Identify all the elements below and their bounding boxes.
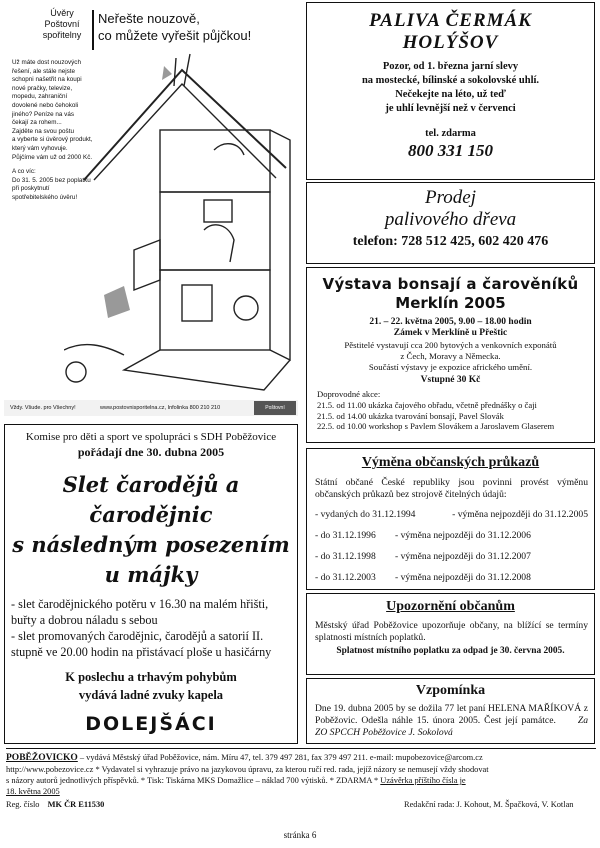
paliva-ad: PALIVA ČERMÁK HOLÝŠOV Pozor, od 1. března jarní slevy na mostecké, bílinské a sokolovské uhlí. Nečekejte na léto, už teď je uhlí levnější než v červenci tel. zdarma 800 331 150 [306, 2, 595, 180]
ad-uvery [4, 2, 298, 425]
bonsaje-ad: Výstava bonsají a čarověníků Merklín 2005 21. – 22. května 2005, 9.00 – 18.00 hodin Zámek v Merklíně u Přeštic Pěstitelé vystavují cca 200 bytových a venkovních exponátů z Čech, Moravy a Německa. Součástí výstavy je expozice afrického umění. Vstupné 30 Kč Doprovodné akce: 21.5. od 11.00 ukázka čajového obřadu, včetně přednášky o čaji 21.5. od 14.00 ukázka tvarování bonsají, Pavel Slovák 22.5. od 10.00 workshop s Pavlem Slovákem a Jaroslavem Glaserem [306, 267, 595, 443]
prukaz-row: - vydaných do 31.12.1994 - výměna nejpozději do 31.12.2005 [315, 509, 588, 520]
prukaz-row: - do 31.12.2003 - výměna nejpozději do 31.12.2008 [315, 572, 531, 583]
upozorneni-notice: Upozornění občanům Městský úřad Poběžovice upozorňuje občany, na blížící se termíny splatnosti místních poplatků. Splatnost místního poplatku za odpad je 30. června 2005. [306, 593, 595, 675]
prukaz-row: - do 31.12.1998 - výměna nejpozději do 31.12.2007 [315, 551, 531, 562]
prukazy-notice: Výměna občanských průkazů Státní občané České republiky jsou povinni provést výměnu občanských průkazů bez strojově čitelných údajů: - vydaných do 31.12.1994 - výměna nejpozději do 31.12.2005 - do 31.12.1996 - výměna nejpozději do 31.12.2006 - do 31.12.1998 - výměna nejpozději do 31.12.2007 - do 31.12.2003 - výměna nejpozději do 31.12.2008 [306, 448, 595, 590]
prukaz-row: - do 31.12.1996 - výměna nejpozději do 31.12.2006 [315, 530, 531, 541]
drevo-ad: Prodej palivového dřeva telefon: 728 512 425, 602 420 476 [306, 182, 595, 264]
ad-divider [92, 10, 94, 50]
band-name: DOLEJŠÁCI [85, 713, 217, 735]
vzpominka-notice: Vzpomínka Dne 19. dubna 2005 by se dožila 77 let paní HELENA MAŘÍKOVÁ z Poběžovic. Odešla náhle 15. února 2005. Čest její památce. Za ZO SPCCH Poběžovice J. Sokolová [306, 678, 595, 744]
ad-body: Už máte dost nouzových řešení, ale stále nejste schopni našetřit na koupi nové pračky, televize, mopedu, zahraniční dovolené nebo čehokoli jiného? Peníze na vás čekají za rohem... Zajděte na svou poštu a vyberte si úvěrový produkt, který vám vyhovuje. Půjčíme vám už od 2000 Kč. A co víc: Do 31. 5. 2005 bez poplatku při poskytnutí spotřebitelského úvěru! [12, 59, 93, 201]
house-illustration [64, 50, 298, 400]
page-number: stránka 6 [283, 830, 317, 840]
ad-footer: Vždy. Všude. pro Všechny! www.postovnisporitelna.cz, Infolinka 800 210 210 Poštovní spořitelna [4, 400, 298, 416]
slet-item: - slet promovaných čarodějnic, čarodějů a satorií II. stupně ve 20.00 hodin na přistávací ploše u hasičárny [11, 629, 272, 659]
imprint: POBĚŽOVICKO – vydává Městský úřad Poběžovice, nám. Míru 47, tel. 379 497 281, fax 379 497 211. e-mail: mupobezovice@arcom.cz http://www.pobezovice.cz * Vydavatel si vyhrazuje právo na jazykovou úpravu, za kterou ručí red. rada, jejíž názory se nemusejí vždy shodovat s názory autorů jednotlivých příspěvků. * Tisk: Tiskárna MKS Domažlice – náklad 700 výtisků. * ZDARMA * Uzávěrka příštího čísla je 18. května 2005 Reg. číslo MK ČR E11530 Redakční rada: J. Kohout, M. Špačková, V. Kotlan [6, 752, 596, 810]
ad-headline: Neřešte nouzově, co můžete vyřešit půjčkou! [98, 11, 252, 43]
spořitelna-logo: Poštovní spořitelna [254, 401, 296, 415]
slet-announcement: Komise pro děti a sport ve spolupráci s SDH Poběžovice pořádají dne 30. dubna 2005 Slet čarodějů a čarodějnic s následným posezením u májky - slet čarodějnického potěru v 16.30 na malém hřišti, buřty a dobrou náladu s sebou - slet promovaných čarodějnic, čarodějů a satorií II. stupně ve 20.00 hodin na přistávací ploše u hasičárny K poslechu a trhavým pohybům vydává ladné zvuky kapela DOLEJŠÁCI [4, 424, 298, 744]
ad-brand: Úvěry Poštovní spořitelny [42, 8, 82, 40]
slet-item: - slet čarodějnického potěru v 16.30 na malém hřišti, buřty a dobrou náladu s sebou [11, 597, 269, 627]
